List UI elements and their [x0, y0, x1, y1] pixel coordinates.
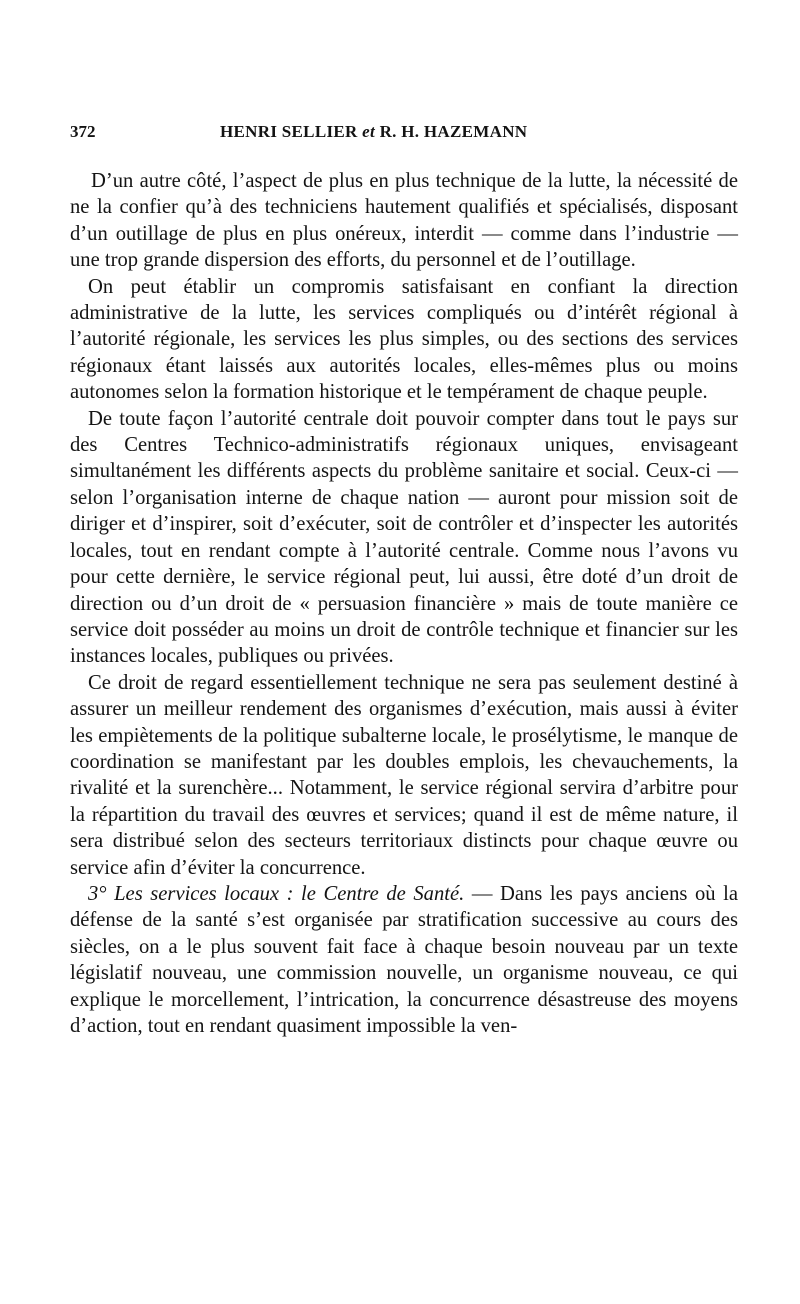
- paragraph-section-heading: [70, 881, 738, 1039]
- author-1: HENRI SELLIER: [220, 122, 358, 141]
- author-2: R. H. HAZEMANN: [379, 122, 528, 141]
- paragraph: On peut établir un compromis satisfaisant en confiant la direction administrative de la lutte, les services compliqués ou d’intérêt régional à l’autorité régionale, les services les plus simples, ou des sections des services régionaux étant laissés aux autorités locales, elles-mêmes plus ou moins autonomes selon la formation historique et le tempérament de chaque peuple.: [70, 275, 738, 404]
- authors-line: [220, 121, 527, 143]
- paragraph: Ce droit de regard essentiellement technique ne sera pas seulement destiné à assurer un meilleur rendement des organismes d’exécution, mais aussi à éviter les empiètements de la politique subalterne locale, le prosélytisme, le manque de coordination se manifestant par les doubles emplois, les chevauchements, la rivalité et la surenchère... Notamment, le service régional servira d’arbitre pour la répartition du travail des œuvres et services; quand il est de même nature, il sera distribué selon des secteurs territoriaux distincts pour chaque œuvre ou service afin d’éviter la concurrence.: [70, 671, 738, 879]
- paragraph-text: — Dans les pays anciens où la défense de la santé s’est organisée par stratification successive au cours des siècles, on a le plus souvent fait face à chaque besoin nouveau par un texte législatif nouveau, une commission nouvelle, un organisme nouveau, ce qui explique le morcellement, l’intrication, la concurrence désastreuse des moyens d’action, tout en rendant quasiment impossible la ven-: [70, 882, 738, 1037]
- running-header: [70, 121, 738, 143]
- paragraph: D’un autre côté, l’aspect de plus en plus technique de la lutte, la nécessité de ne la confier qu’à des techniciens hautement qualifiés et spécialisés, disposant d’un outillage de plus en plus onéreux, interdit — comme dans l’industrie — une trop grande dispersion des efforts, du personnel et de l’outillage.: [70, 170, 738, 272]
- author-conjunction: et: [362, 122, 376, 141]
- section-lead-in: 3° Les services locaux : le Centre de Santé.: [88, 882, 465, 905]
- body-text: [70, 168, 738, 1039]
- paragraph: De toute façon l’autorité centrale doit pouvoir compter dans tout le pays sur des Centres Technico-administratifs régionaux uniques, envisageant simultanément les différents aspects du problème sanitaire et social. Ceux-ci — selon l’organisation interne de chaque nation — auront pour mission soit de diriger et d’inspirer, soit d’exécuter, soit de contrôler et d’inspecter les autorités locales, tout en rendant compte à l’autorité centrale. Comme nous l’avons vu pour cette dernière, le service régional peut, lui aussi, être doté d’un droit de direction ou d’un droit de « persuasion financière » mais de toute manière ce service doit posséder au moins un droit de contrôle technique et financier sur les instances locales, publiques ou privées.: [70, 407, 738, 668]
- page-number: 372: [70, 122, 96, 141]
